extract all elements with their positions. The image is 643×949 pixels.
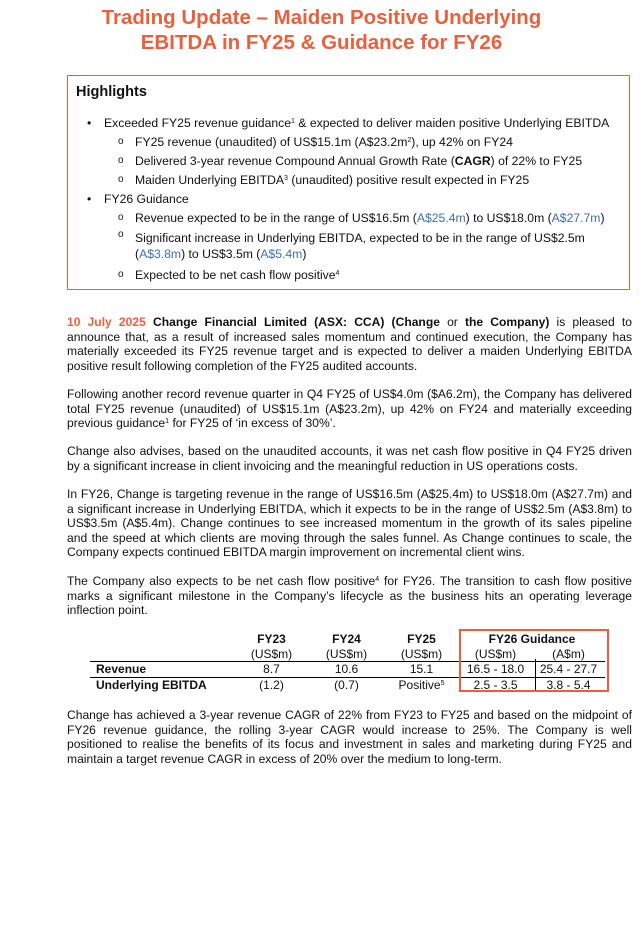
financial-summary-table <box>90 630 605 692</box>
highlight-sub-revenue-range: o Revenue expected to be in the range of US$16.5m (A$25.4m) to US$18.0m (A$27.7m) <box>68 209 629 228</box>
table-cell: Positive$^5$ <box>384 677 459 692</box>
table-cell: 8.7 <box>234 662 309 678</box>
highlight-sub-fy25-revenue: o FY25 revenue (unaudited) of US$15.1m $(A\$23.2m^2)$, up 42% on FY24 <box>68 133 629 152</box>
table-row-revenue <box>90 662 605 678</box>
table-cell: (1.2) <box>234 677 309 692</box>
highlight-sub-cash-flow: o Expected to be net cash flow positive$^4$ <box>68 266 629 285</box>
cagr-paragraph: Change has achieved a 3-year revenue CAGR of 22% from FY23 to FY25 and based on the midpoint of FY26 revenue guidance, the rolling 3-year CAGR would increase to 25%. The Company is well positioned to realise the benefits of its focus and investment in sales and marketing during FY25 and maintain a target revenue CAGR in excess of 20% over the medium to long-term. <box>67 708 632 766</box>
table-header-fy23: FY23 <box>257 632 286 646</box>
table-unit: (US$m) <box>250 646 293 661</box>
table-cell: 16.5 - 18.0 <box>459 662 532 678</box>
table-header-fy25: FY25 <box>407 632 436 646</box>
highlights-box <box>67 75 630 290</box>
highlights-list <box>68 114 629 285</box>
table-header-row <box>90 630 605 647</box>
table-cell: (0.7) <box>309 677 384 692</box>
table-cell: 25.4 - 27.7 <box>532 662 605 678</box>
highlight-sub-cagr: o Delivered 3-year revenue Compound Annual Growth Rate (CAGR) of 22% to FY25 <box>68 152 629 171</box>
announcement-date: 10 July 2025 <box>67 315 146 329</box>
title-line-2: EBITDA in FY25 & Guidance for FY26 <box>140 30 503 54</box>
table-row-label: Underlying EBITDA <box>90 677 234 692</box>
table-header-fy24: FY24 <box>332 632 361 646</box>
table-units-row <box>90 647 605 662</box>
announcement-paragraph: 10 July 2025 Change Financial Limited (ASX: CCA) (Change or the Company) is pleased to announce that, as a result of increased sales momentum and continued execution, the Company has materially exceeded its FY25 revenue target and is expected to deliver a maiden Underlying EBITDA positive result following completion of the FY25 audited accounts. <box>67 315 632 373</box>
highlight-sub-ebitda: o Maiden Underlying EBITDA$^3$ (unaudited) positive result expected in FY25 <box>68 171 629 190</box>
table-unit: (US$m) <box>400 646 443 661</box>
highlight-bullet-guidance: • FY26 Guidance <box>68 190 629 209</box>
guidance-divider <box>535 659 536 690</box>
highlight-bullet-revenue: • Exceeded FY25 revenue guidance$^1$ & expected to deliver maiden positive Underlying EBITDA <box>68 114 629 133</box>
table-unit-aud: (A$m) <box>552 646 585 661</box>
highlights-heading: Highlights <box>76 84 147 100</box>
table-cell: 3.8 - 5.4 <box>532 677 605 692</box>
fy26-paragraph: In FY26, Change is targeting revenue in the range of US$16.5m (A$25.4m) to US$18.0m (A$27.7m) and a significant increase in Underlying EBITDA, which it expects to be in the range of US$2.5m (A$3.8m) to US$3.5m (A$5.4m). Change continues to see increased momentum in the growth of its sales pipeline and the speed at which clients are moving through the sales funnel. As Change continues to scale, the Company expects continued EBITDA margin improvement on incremental client wins. <box>67 487 632 559</box>
table-header-guidance: FY26 Guidance <box>488 632 576 646</box>
title-line-1: Trading Update – Maiden Positive Underlying <box>101 6 542 29</box>
table-unit: (US$m) <box>325 646 368 661</box>
page-title <box>0 6 643 55</box>
table-row-ebitda <box>90 677 605 692</box>
cash-flow-paragraph: Change also advises, based on the unaudited accounts, it was net cash flow positive in Q4 FY25 driven by a significant increase in client invoicing and the meaningful reduction in US operations costs. <box>67 444 632 473</box>
table-cell: 10.6 <box>309 662 384 678</box>
table-unit-usd: (US$m) <box>474 646 517 661</box>
table-cell: 15.1 <box>384 662 459 678</box>
cash-flow-positive-paragraph: The Company also expects to be net cash flow positive$^4$ for FY26. The transition to cash flow positive marks a significant milestone in the Company’s lifecycle as the business hits an operating leverage inflection point. <box>67 574 632 617</box>
table-row-label: Revenue <box>90 662 234 678</box>
revenue-paragraph: Following another record revenue quarter in Q4 FY25 of US$4.0m ($A6.2m), the Company has delivered total FY25 revenue (unaudited) of US$15.1m (A$23.2m), up 42% on FY24 and materially exceeding previous guidance$^1$ for FY25 of ‘in excess of 30%’. <box>67 387 632 430</box>
highlight-sub-ebitda-range: o Significant increase in Underlying EBITDA, expected to be in the range of US$2.5m (A$3.8m) to US$3.5m (A$5.4m) <box>68 228 629 262</box>
table-cell: 2.5 - 3.5 <box>459 677 532 692</box>
